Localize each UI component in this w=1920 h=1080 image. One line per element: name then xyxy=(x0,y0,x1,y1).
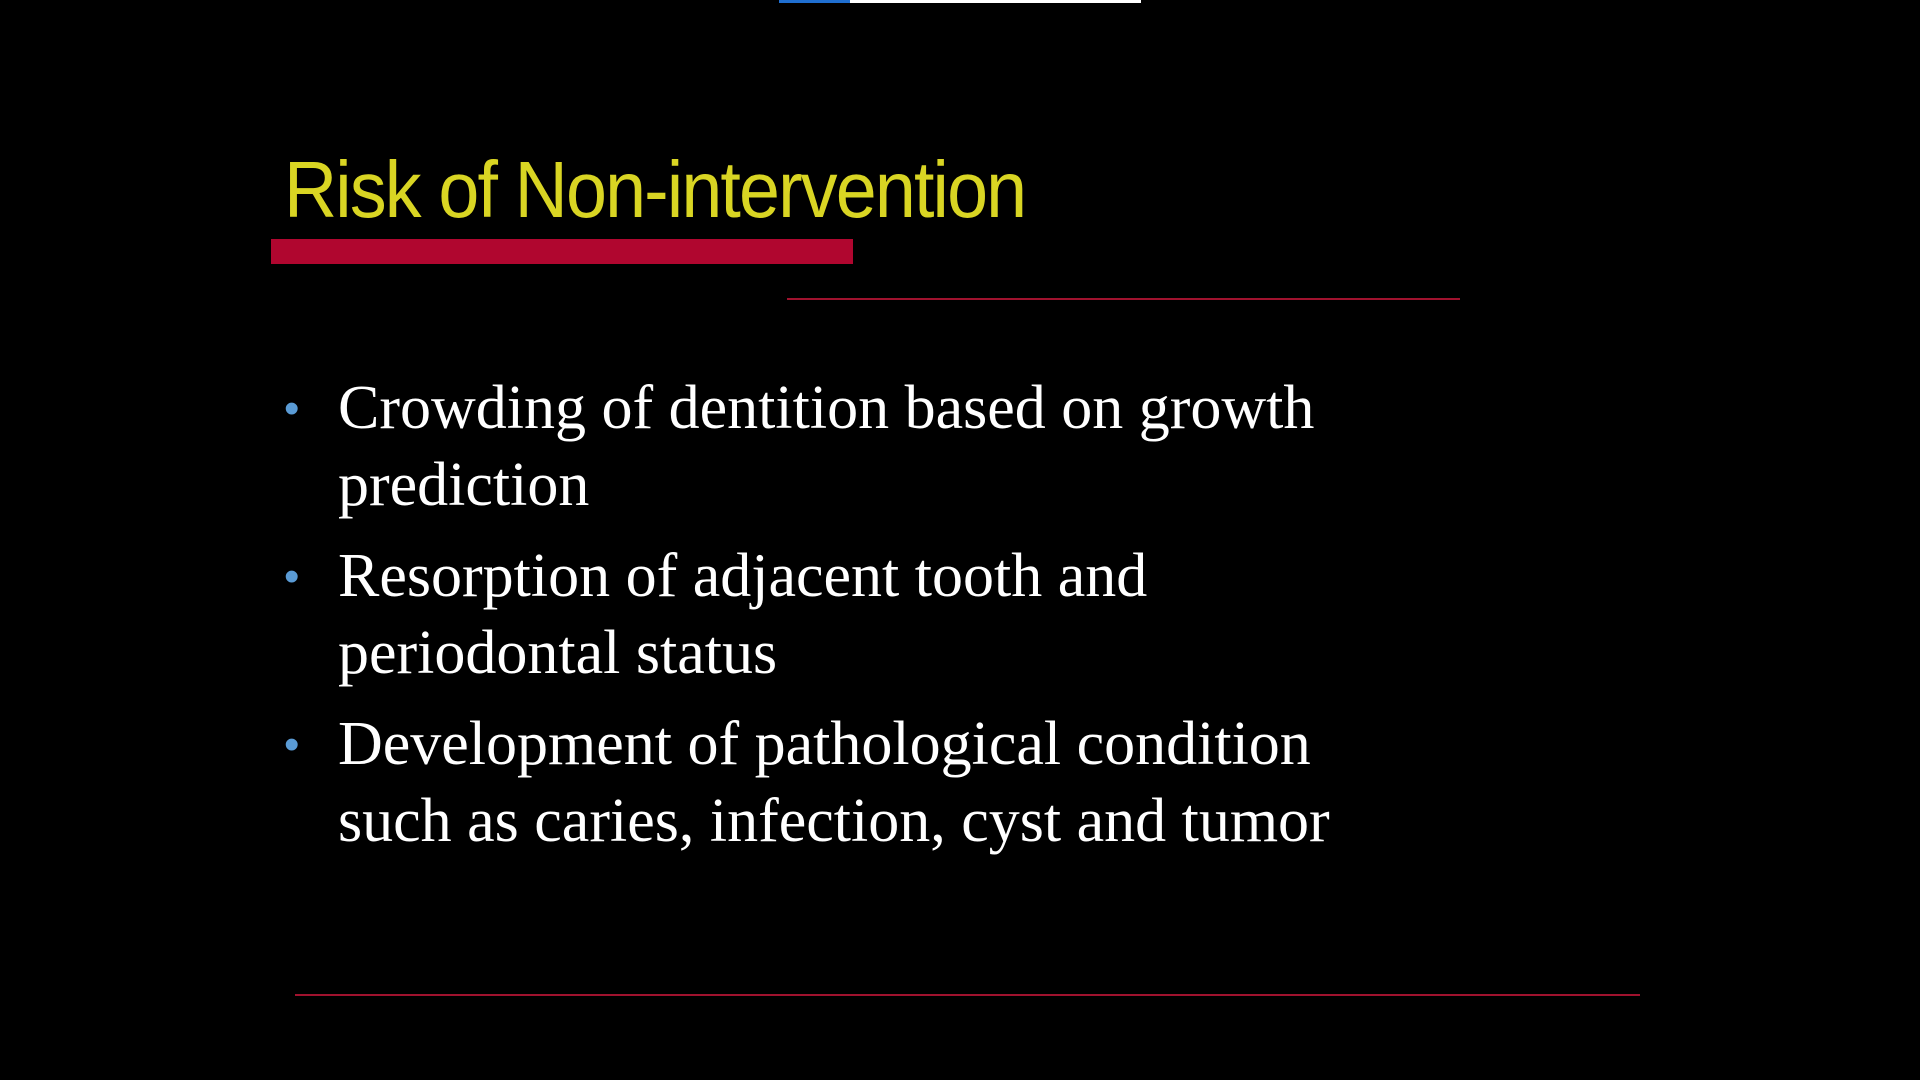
bullet-text: Crowding of dentition based on growth prediction xyxy=(338,374,1315,519)
footer-divider-line xyxy=(295,994,1640,996)
title-divider-line xyxy=(787,298,1460,300)
top-progress-fill xyxy=(779,0,850,3)
bullet-item xyxy=(284,538,1424,692)
bullet-text: Resorption of adjacent tooth and periodontal status xyxy=(338,542,1148,687)
bullet-text: Development of pathological condition such as caries, infection, cyst and tumor xyxy=(338,710,1330,855)
bullet-dot-icon: • xyxy=(284,552,300,601)
bullet-dot-icon: • xyxy=(284,384,300,433)
bullet-item xyxy=(284,706,1424,860)
bullet-dot-icon: • xyxy=(284,720,300,769)
slide-title: Risk of Non-intervention xyxy=(284,145,1026,234)
top-progress-strip xyxy=(779,0,1141,3)
title-underline-bar xyxy=(271,239,853,264)
bullet-list xyxy=(284,370,1424,874)
bullet-item xyxy=(284,370,1424,524)
